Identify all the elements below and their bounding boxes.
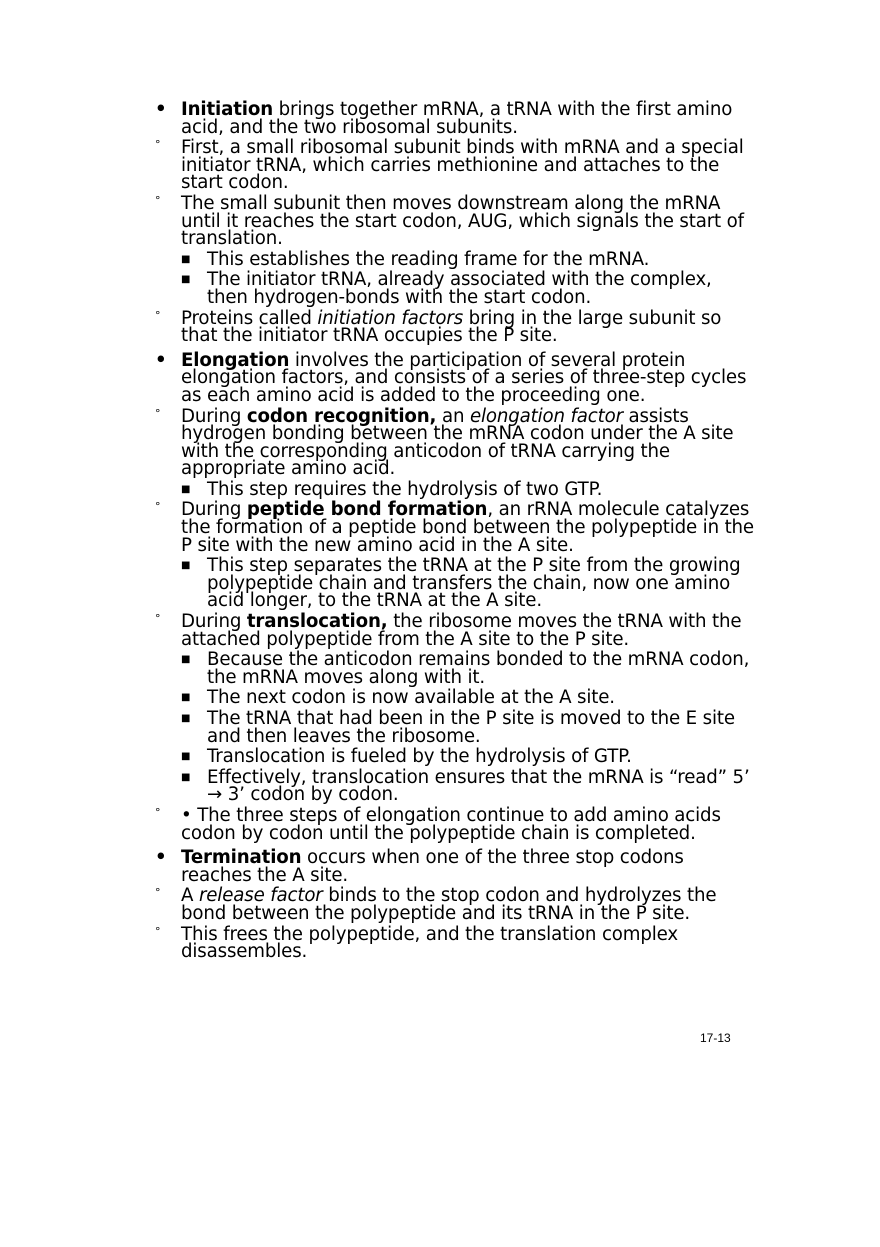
initiation-sub1: ° First, a small ribosomal subunit binds with mRNA and a special initiator tRNA, which carries methionine and attaches to the start codon. bbox=[155, 137, 744, 194]
square-bullet: ■ bbox=[181, 692, 191, 704]
bullet-dot: • bbox=[155, 847, 167, 869]
square-bullet: ■ bbox=[181, 274, 191, 286]
initiation-sub2-bullet2: ■ The initiator tRNA, already associated with the complex, then hydrogen-bonds with the start codon. bbox=[181, 269, 712, 308]
page-number: 17-13 bbox=[700, 1031, 731, 1045]
bullet-dot: • bbox=[155, 349, 167, 371]
translocation-bullet4: ■ Translocation is fueled by the hydrolysis of GTP. bbox=[181, 746, 632, 768]
translocation-bullet1: ■ Because the anticodon remains bonded to the mRNA codon, the mRNA moves along with it. bbox=[181, 649, 750, 688]
termination-text: occurs when one of the three stop codons reaches the A site. bbox=[181, 847, 684, 886]
degree-marker: ° bbox=[155, 500, 161, 514]
initiation-sub2-bullet1: ■ This establishes the reading frame for the mRNA. bbox=[181, 248, 650, 270]
initiation-text: brings together mRNA, a tRNA with the first amino acid, and the two ribosomal subunits. bbox=[181, 99, 733, 138]
square-bullet: ■ bbox=[181, 751, 191, 763]
termination-sub2: ° This frees the polypeptide, and the translation complex disassembles. bbox=[155, 923, 678, 963]
square-bullet: ■ bbox=[181, 771, 191, 783]
degree-marker: ° bbox=[155, 924, 161, 938]
square-bullet: ■ bbox=[181, 560, 191, 572]
square-bullet: ■ bbox=[181, 483, 191, 495]
degree-marker: ° bbox=[155, 612, 161, 626]
initiation-point bbox=[155, 101, 755, 136]
translocation-bullet5: ■ Effectively, translocation ensures that the mRNA is “read” 5’ → 3’ codon by codon. bbox=[181, 766, 750, 806]
codon-recognition-bullet1: ■ This step requires the hydrolysis of two GTP. bbox=[181, 478, 603, 500]
square-bullet: ■ bbox=[181, 654, 191, 666]
degree-marker: ° bbox=[155, 886, 161, 900]
square-bullet: ■ bbox=[181, 713, 191, 724]
elongation-heading: Elongation bbox=[181, 349, 290, 371]
termination-heading: Termination bbox=[181, 847, 302, 869]
initiation-sub3: ° Proteins called initiation factors bring in the large subunit so that the initiator tRNA occupies the P site. bbox=[155, 307, 722, 347]
lecture-notes bbox=[155, 98, 755, 961]
degree-marker: ° bbox=[155, 308, 161, 322]
degree-marker: ° bbox=[155, 406, 161, 420]
elongation-peptide-bond: ° During peptide bond formation, an rRNA molecule catalyzes the formation of a peptide bond between the polypeptide in the P site with the new amino acid in the A site. bbox=[155, 499, 754, 556]
degree-marker: ° bbox=[155, 138, 161, 152]
initiation-sub2: ° The small subunit then moves downstream along the mRNA until it reaches the start codon, AUG, which signals the start of translation. bbox=[155, 192, 744, 250]
elongation-codon-recognition: ° During codon recognition, an elongation factor assists hydrogen bonding between the mRNA codon under the A site with the corresponding anticodon of tRNA carrying the appropriate amino acid. bbox=[155, 405, 734, 480]
termination-point bbox=[155, 849, 755, 884]
elongation-text: involves the participation of several protein elongation factors, and consists of a series of three-step cycles as each amino acid is added to the proceeding one. bbox=[181, 349, 747, 406]
elongation-translocation: ° During translocation, the ribosome moves the tRNA with the attached polypeptide from the A site to the P site. bbox=[155, 611, 742, 650]
elongation-point bbox=[155, 349, 755, 406]
square-bullet: ■ bbox=[181, 253, 191, 265]
elongation-summary: ° • The three steps of elongation continue to add amino acids codon by codon until the polypeptide chain is completed. bbox=[155, 804, 721, 844]
bullet-dot: • bbox=[155, 99, 167, 120]
initiation-heading: Initiation bbox=[181, 99, 274, 120]
degree-marker: ° bbox=[155, 805, 161, 819]
peptide-bond-bullet1: ■ This step separates the tRNA at the P site from the growing polypeptide chain and transfers the chain, now one amino acid longer, to the tRNA at the A site. bbox=[181, 555, 741, 612]
termination-sub1: ° A release factor binds to the stop codon and hydrolyzes the bond between the polypeptide and its tRNA in the P site. bbox=[155, 885, 717, 924]
translocation-bullet2: ■ The next codon is now available at the A site. bbox=[181, 687, 615, 709]
translocation-bullet3: ■ The tRNA that had been in the P site is moved to the E site and then leaves the ribosome. bbox=[181, 708, 735, 747]
degree-marker: ° bbox=[155, 193, 161, 207]
